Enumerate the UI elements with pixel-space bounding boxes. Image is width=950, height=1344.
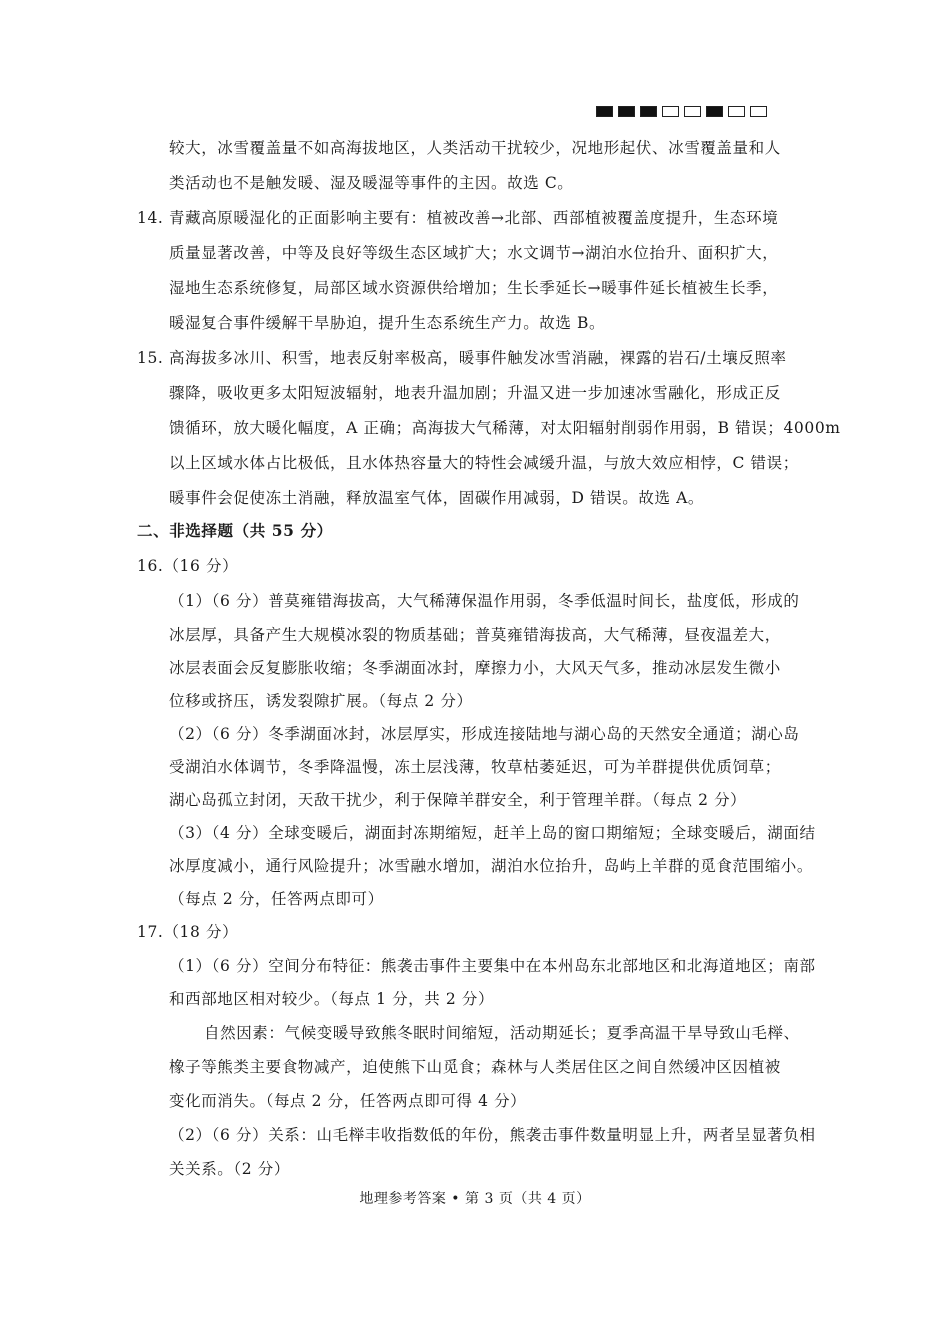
question-number-15: 15. (137, 349, 164, 367)
text-line: 湿地生态系统修复，局部区域水资源供给增加；生长季延长→暖事件延长植被生长季， (169, 279, 779, 297)
text-line: 冰层厚，具备产生大规模冰裂的物质基础；普莫雍错海拔高，大气稀薄，昼夜温差大， (169, 626, 781, 644)
text-line: 受湖泊水体调节，冬季降温慢，冻土层浅薄，牧草枯萎延迟，可为羊群提供优质饲草； (169, 758, 781, 776)
question-number-14: 14. (137, 209, 164, 227)
text-line: 类活动也不是触发暖、湿及暖湿等事件的主因。故选 C。 (169, 174, 574, 192)
marker-filled-4 (706, 106, 723, 117)
question-number-16: 16.（16 分） (137, 557, 239, 575)
marker-empty-2 (684, 106, 701, 117)
text-line: 以上区域水体占比极低，且水体热容量大的特性会减缓升温，与放大效应相悖，C 错误； (169, 454, 799, 472)
marker-filled-1 (596, 106, 613, 117)
text-line: 馈循环，放大暖化幅度，A 正确；高海拔大气稀薄，对太阳辐射削弱作用弱，B 错误；4000m (169, 419, 841, 437)
marker-filled-2 (618, 106, 635, 117)
text-line: 冰层表面会反复膨胀收缩；冬季湖面冰封，摩擦力小，大风天气多，推动冰层发生微小 (169, 659, 781, 677)
text-line: （1）（6 分）空间分布特征：熊袭击事件主要集中在本州岛东北部地区和北海道地区；南部 (169, 957, 816, 975)
text-line: 关关系。（2 分） (169, 1160, 290, 1178)
text-line: 质量显著改善，中等及良好等级生态区域扩大；水文调节→湖泊水位抬升、面积扩大， (169, 244, 779, 262)
text-line: 冰厚度减小，通行风险提升；冰雪融水增加，湖泊水位抬升，岛屿上羊群的觅食范围缩小。 (169, 857, 814, 875)
marker-empty-1 (662, 106, 679, 117)
page-footer: 地理参考答案 • 第 3 页（共 4 页） (359, 1191, 591, 1207)
text-line: 湖心岛孤立封闭，天敌干扰少，利于保障羊群安全，利于管理羊群。（每点 2 分） (169, 791, 747, 809)
text-line: 和西部地区相对较少。（每点 1 分，共 2 分） (169, 990, 495, 1008)
page-marker-row (596, 106, 767, 117)
text-line: （2）（6 分）冬季湖面冰封，冰层厚实，形成连接陆地与湖心岛的天然安全通道；湖心岛 (169, 725, 800, 743)
text-line: （1）（6 分）普莫雍错海拔高，大气稀薄保温作用弱，冬季低温时间长，盐度低，形成的 (169, 592, 800, 610)
text-line: （2）（6 分）关系：山毛榉丰收指数低的年份，熊袭击事件数量明显上升，两者呈显著负相 (169, 1126, 816, 1144)
marker-empty-3 (728, 106, 745, 117)
text-line: 暖事件会促使冻土消融，释放温室气体，固碳作用减弱，D 错误。故选 A。 (169, 489, 704, 507)
text-line: 橡子等熊类主要食物减产，迫使熊下山觅食；森林与人类居住区之间自然缓冲区因植被 (169, 1058, 781, 1076)
text-line: 位移或挤压，诱发裂隙扩展。（每点 2 分） (169, 692, 473, 710)
text-line: 青藏高原暖湿化的正面影响主要有：植被改善→北部、西部植被覆盖度提升，生态环境 (169, 209, 779, 227)
text-line: 高海拔多冰川、积雪，地表反射率极高，暖事件触发冰雪消融，裸露的岩石/土壤反照率 (169, 349, 787, 367)
text-line: （3）（4 分）全球变暖后，湖面封冻期缩短，赶羊上岛的窗口期缩短；全球变暖后，湖面结 (169, 824, 816, 842)
question-number-17: 17.（18 分） (137, 923, 239, 941)
text-line: 较大，冰雪覆盖量不如高海拔地区，人类活动干扰较少，况地形起伏、冰雪覆盖量和人 (169, 139, 781, 157)
text-line: （每点 2 分，任答两点即可） (169, 890, 384, 908)
text-line: 自然因素：气候变暖导致熊冬眠时间缩短，活动期延长；夏季高温干旱导致山毛榉、 (204, 1024, 800, 1042)
section-heading: 二、非选择题（共 55 分） (137, 521, 333, 540)
marker-empty-4 (750, 106, 767, 117)
marker-filled-3 (640, 106, 657, 117)
text-line: 骤降，吸收更多太阳短波辐射，地表升温加剧；升温又进一步加速冰雪融化，形成正反 (169, 384, 781, 402)
text-line: 变化而消失。（每点 2 分，任答两点即可得 4 分） (169, 1092, 527, 1110)
text-line: 暖湿复合事件缓解干旱胁迫，提升生态系统生产力。故选 B。 (169, 314, 606, 332)
